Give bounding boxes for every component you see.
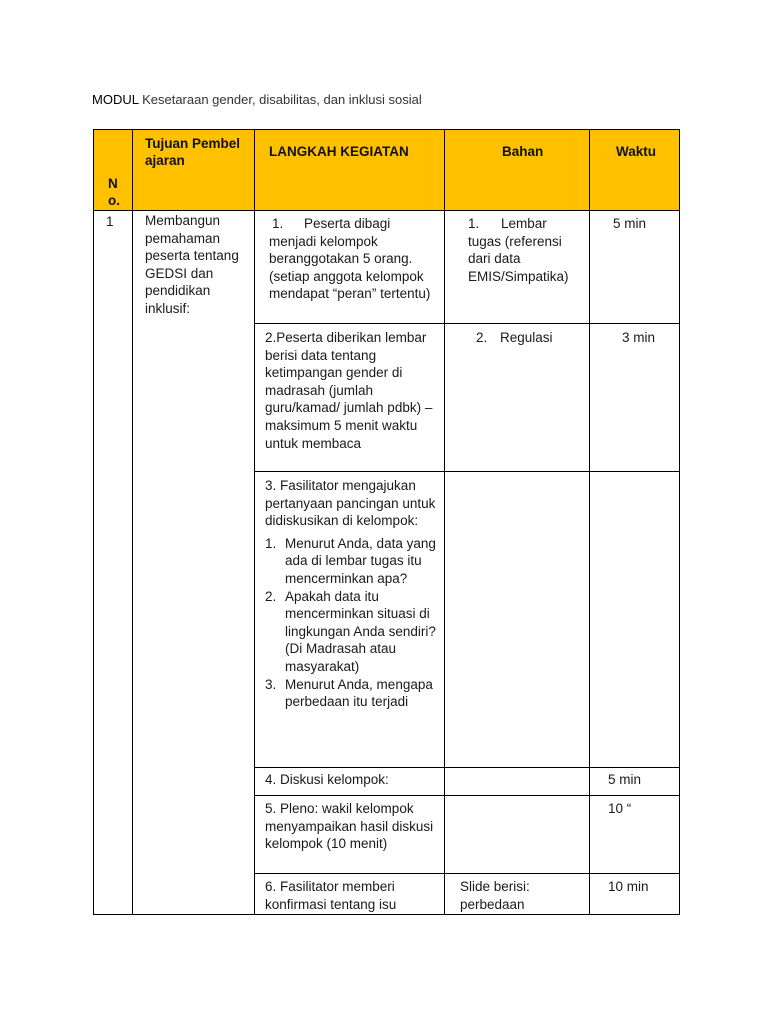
lesson-table	[93, 129, 680, 915]
row-number	[93, 210, 132, 231]
langkah-step-5	[254, 795, 444, 873]
langkah-step-4	[254, 767, 444, 789]
table-border-top	[93, 129, 680, 130]
bahan-step-6	[444, 873, 589, 915]
langkah-step-2-text: 2.Peserta diberikan lembar berisi data tentang ketimpangan gender di madrasah (jumlah guru/kamad/ jumlah pdbk) – maksimum 5 menit waktu untuk membaca	[265, 330, 433, 451]
waktu-step-1	[589, 210, 680, 233]
tujuan-cell	[132, 210, 254, 318]
question-3-text: Menurut Anda, mengapa perbedaan itu terjadi	[285, 676, 433, 710]
table-border-left	[93, 129, 94, 915]
row-divider-3	[254, 767, 680, 768]
question-item-2	[265, 588, 438, 676]
document-title-lead: MODUL	[92, 92, 139, 107]
header-tujuan-label: Tujuan Pembelajaran	[145, 136, 241, 168]
column-divider-tujuan	[254, 129, 255, 915]
column-divider-bahan	[589, 129, 590, 915]
question-list	[265, 535, 438, 711]
langkah-step-6-text: 6. Fasilitator memberi konfirmasi tentang isu	[265, 879, 397, 912]
row-divider-2	[254, 471, 680, 472]
langkah-step-6	[254, 873, 444, 915]
tujuan-text: Membangun pemahaman peserta tentang GEDSI dan pendidikan inklusif:	[145, 213, 239, 316]
row-divider-1	[254, 323, 680, 324]
question-item-1	[265, 535, 438, 588]
langkah-step-1	[254, 210, 444, 323]
row-divider-5	[254, 873, 680, 874]
column-divider-langkah	[444, 129, 445, 915]
waktu-step-4-text: 5 min	[608, 772, 642, 787]
header-tujuan	[132, 129, 254, 210]
bahan-step-6-text: Slide berisi: perbedaan	[460, 879, 530, 912]
waktu-step-6	[589, 873, 680, 896]
langkah-step-3-text: 3. Fasilitator mengajukan pertanyaan pancingan untuk didiskusikan di kelompok:	[265, 478, 436, 529]
langkah-step-5-text: 5. Pleno: wakil kelompok menyampaikan hasil diskusi kelompok (10 menit)	[265, 801, 434, 852]
question-1-num: 1.	[265, 535, 277, 551]
bahan-step-2	[444, 323, 589, 347]
header-langkah-label: LANGKAH KEGIATAN	[269, 144, 409, 159]
row-divider-4	[254, 795, 680, 796]
row-number-text: 1	[106, 214, 114, 229]
langkah-step-4-text: 4. Diskusi kelompok:	[265, 772, 389, 787]
bahan-step-1-text	[468, 215, 581, 285]
question-2-num: 2.	[265, 588, 277, 604]
question-3-num: 3.	[265, 676, 277, 692]
table-border-bottom	[93, 914, 680, 915]
header-bahan-label: Bahan	[502, 144, 544, 159]
waktu-step-5	[589, 795, 680, 818]
document-title-rest: Kesetaraan gender, disabilitas, dan inklusi sosial	[138, 92, 422, 107]
waktu-step-1-text: 5 min	[613, 216, 647, 231]
bahan-step-2-num: 2.	[476, 330, 488, 345]
waktu-step-4	[589, 767, 680, 789]
header-bahan	[444, 129, 589, 210]
table-border-right	[679, 129, 680, 915]
bahan-step-1-num: 1.	[468, 216, 480, 231]
header-no	[93, 129, 132, 210]
column-divider-no	[132, 129, 133, 915]
bahan-step-1-body: Lembar tugas (referensi dari data EMIS/Simpatika)	[468, 216, 569, 284]
waktu-step-2	[589, 323, 680, 347]
header-langkah	[254, 129, 444, 210]
waktu-step-2-text: 3 min	[622, 330, 656, 345]
bahan-step-2-body: Regulasi	[500, 330, 553, 345]
langkah-step-1-body: Peserta dibagi menjadi kelompok beranggotakan 5 orang. (setiap anggota kelompok mendapat “peran” tertentu)	[269, 216, 431, 302]
header-divider	[93, 210, 680, 211]
langkah-step-1-text	[269, 215, 436, 303]
bahan-step-2-text	[476, 329, 581, 347]
waktu-step-5-text: 10 “	[608, 801, 632, 816]
document-title	[92, 92, 422, 107]
question-1-text: Menurut Anda, data yang ada di lembar tugas itu mencerminkan apa?	[285, 535, 436, 586]
header-waktu-label: Waktu	[616, 144, 656, 159]
bahan-step-1	[444, 210, 589, 323]
langkah-step-1-num: 1.	[272, 216, 284, 231]
header-no-label: N o.	[108, 176, 120, 208]
question-2-text: Apakah data itu mencerminkan situasi di lingkungan Anda sendiri? (Di Madrasah atau masyarakat)	[285, 588, 436, 674]
waktu-step-6-text: 10 min	[608, 879, 649, 894]
langkah-step-2	[254, 323, 444, 471]
header-waktu	[589, 129, 680, 210]
langkah-step-3	[254, 471, 444, 767]
question-item-3	[265, 676, 438, 711]
